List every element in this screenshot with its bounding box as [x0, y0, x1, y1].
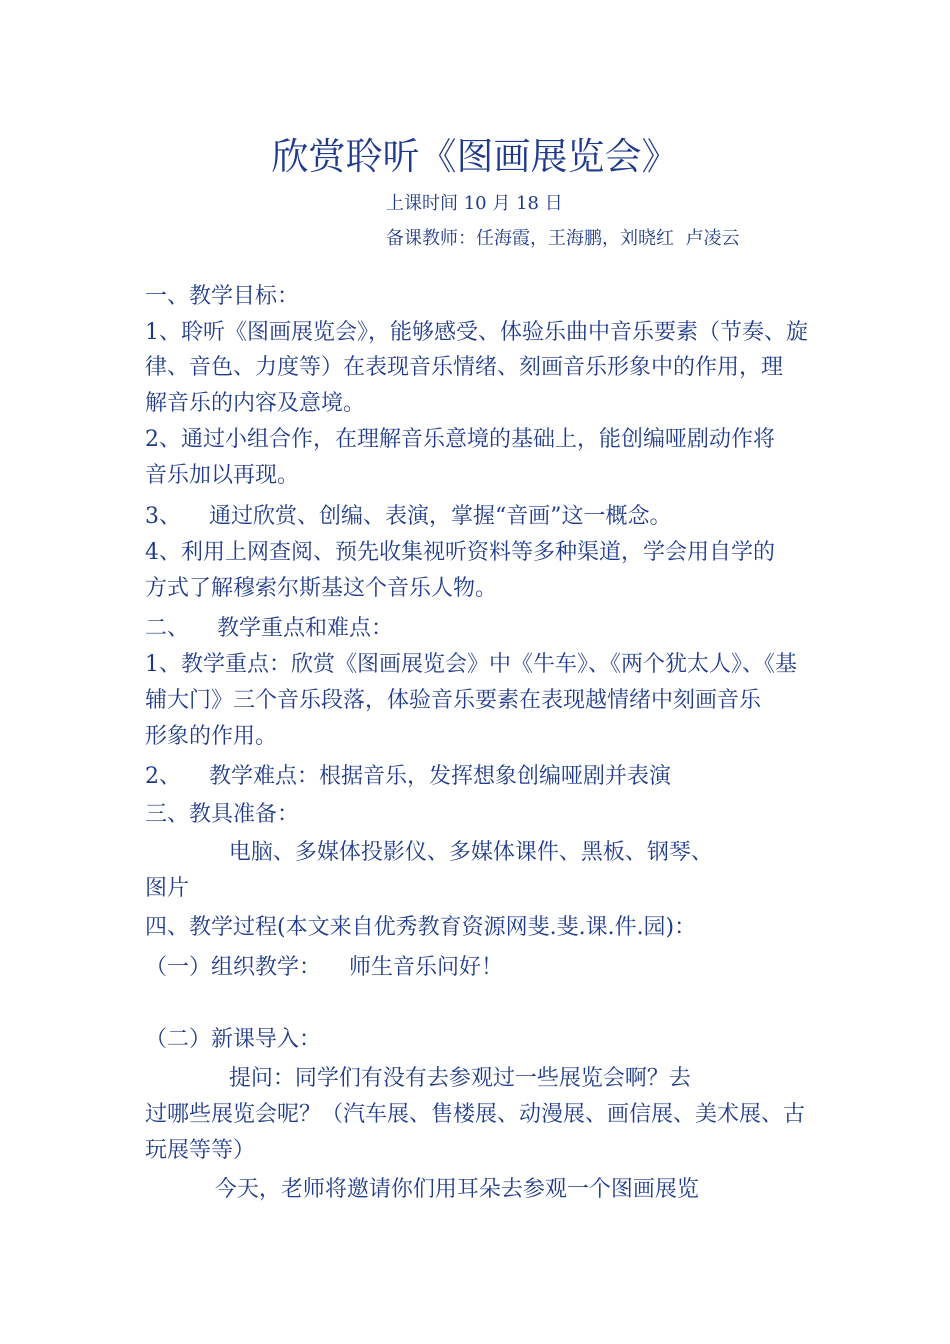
section-heading-tools: 三、教具准备： [145, 802, 300, 827]
paragraph-line: 律、音色、力度等）在表现音乐情绪、刻画音乐形象中的作用，理 [145, 355, 784, 380]
paragraph-line: 电脑、多媒体投影仪、多媒体课件、黑板、钢琴、 [145, 840, 713, 865]
class-time: 上课时间 10 月 18 日 [386, 193, 563, 214]
teachers-line: 备课教师：任海霞，王海鹏，刘晓红 卢凌云 [386, 228, 740, 249]
paragraph-line: 1、聆听《图画展览会》，能够感受、体验乐曲中音乐要素（节奏、旋 [145, 320, 808, 345]
paragraph-line: 2、通过小组合作，在理解音乐意境的基础上，能创编哑剧动作将 [145, 427, 775, 452]
paragraph-line: 形象的作用。 [145, 724, 278, 749]
paragraph-line: 1、教学重点：欣赏《图画展览会》中《牛车》、《两个犹太人》、《基 [145, 652, 797, 677]
paragraph-line: 玩展等等） [145, 1138, 256, 1163]
section-heading-goals: 一、教学目标： [145, 284, 300, 309]
paragraph-line: 方式了解穆索尔斯基这个音乐人物。 [145, 576, 498, 601]
paragraph-line: 提问：同学们有没有去参观过一些展览会啊？去 [145, 1066, 691, 1091]
section-heading-key-points: 二、 教学重点和难点： [145, 616, 393, 641]
paragraph-line: （二）新课导入： [145, 1027, 322, 1052]
paragraph-line: （一）组织教学： 师生音乐问好！ [145, 955, 503, 980]
paragraph-line: 3、 通过欣赏、创编、表演，掌握“音画”这一概念。 [145, 504, 672, 529]
paragraph-line: 4、利用上网查阅、预先收集视听资料等多种渠道，学会用自学的 [145, 540, 775, 565]
paragraph-line: 2、 教学难点：根据音乐，发挥想象创编哑剧并表演 [145, 764, 671, 789]
paragraph-line: 图片 [145, 876, 190, 901]
paragraph-line: 辅大门》三个音乐段落，体验音乐要素在表现越情绪中刻画音乐 [145, 688, 762, 713]
paragraph-line: 今天，老师将邀请你们用耳朵去参观一个图画展览 [145, 1177, 699, 1202]
document-title: 欣赏聆听《图画展览会》 [271, 135, 679, 178]
section-heading-process: 四、教学过程(本文来自优秀教育资源网斐.斐.课.件.园)： [145, 915, 697, 940]
paragraph-line: 过哪些展览会呢？（汽车展、售楼展、动漫展、画信展、美术展、古 [145, 1102, 806, 1127]
paragraph-line: 音乐加以再现。 [145, 463, 300, 488]
paragraph-line: 解音乐的内容及意境。 [145, 391, 366, 416]
